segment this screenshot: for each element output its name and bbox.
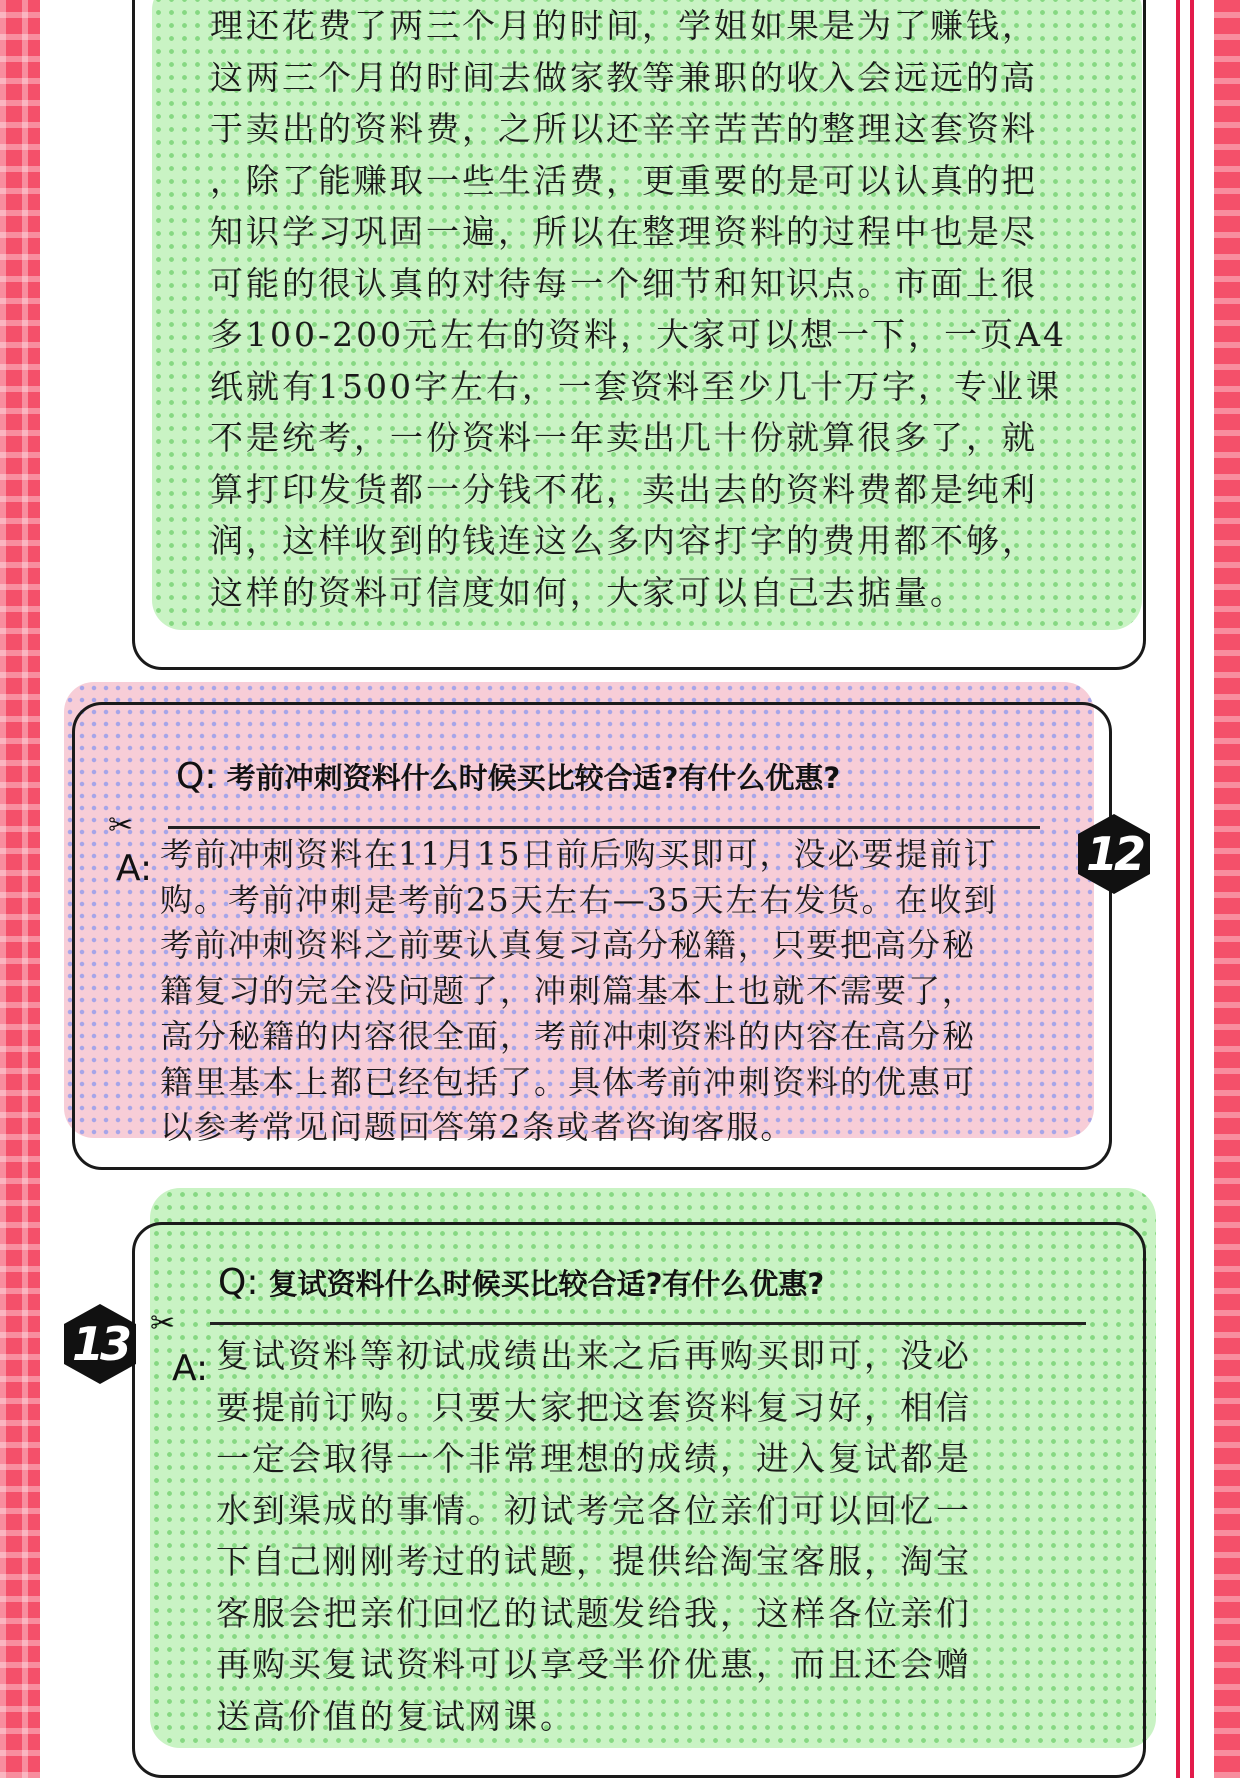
a-label: A: <box>116 848 153 889</box>
text-line: 购。考前冲刺是考前25天左右—35天左右发货。在收到 <box>160 880 998 919</box>
text-line: 不是统考，一份资料一年卖出几十份就算很多了，就 <box>210 418 1038 457</box>
question-text: 考前冲刺资料什么时候买比较合适?有什么优惠? <box>226 761 841 795</box>
divider <box>168 826 1040 829</box>
text-line: 纸就有1500字左右，一套资料至少几十万字，专业课 <box>210 366 1062 406</box>
badge-number: 12 <box>1085 827 1142 881</box>
faq-12-question <box>176 756 840 797</box>
number-badge-12 <box>1072 812 1156 896</box>
right-line <box>1176 0 1180 1778</box>
text-line: 考前冲刺资料在11月15日前后购买即可，没必要提前订 <box>160 835 998 873</box>
left-decorative-border <box>0 0 40 1778</box>
intro-text <box>210 0 1140 618</box>
text-line: 复试资料等初试成绩出来之后再购买即可，没必 <box>216 1336 972 1375</box>
text-line: 理还花费了两三个月的时间，学姐如果是为了赚钱， <box>210 6 1038 45</box>
number-badge-13 <box>58 1302 142 1386</box>
text-line: 可能的很认真的对待每一个细节和知识点。市面上很 <box>210 263 1038 303</box>
scissors-icon: ✂ <box>150 1306 176 1341</box>
text-line: 于卖出的资料费，之所以还辛辛苦苦的整理这套资料 <box>210 109 1038 148</box>
right-line <box>1190 0 1194 1778</box>
text-line: 考前冲刺资料之前要认真复习高分秘籍，只要把高分秘 <box>160 926 977 964</box>
text-line: 算打印发货都一分钱不花，卖出去的资料费都是纯利 <box>210 469 1038 509</box>
question-text: 复试资料什么时候买比较合适?有什么优惠? <box>268 1267 825 1301</box>
text-line: 这两三个月的时间去做家教等兼职的收入会远远的高 <box>210 57 1038 97</box>
a-label: A: <box>172 1348 209 1389</box>
q-label: Q: <box>218 1262 259 1303</box>
text-line: 高分秘籍的内容很全面，考前冲刺资料的内容在高分秘 <box>160 1017 977 1055</box>
text-line: 客服会把亲们回忆的试题发给我，这样各位亲们 <box>216 1593 972 1633</box>
text-line: 再购买复试资料可以享受半价优惠，而且还会赠 <box>216 1645 972 1684</box>
text-line: ，除了能赚取一些生活费，更重要的是可以认真的把 <box>210 160 1038 200</box>
faq-12-answer <box>160 832 1090 1151</box>
text-line: 下自己刚刚考过的试题，提供给淘宝客服，淘宝 <box>216 1542 972 1581</box>
q-label: Q: <box>176 756 217 797</box>
text-line: 一定会取得一个非常理想的成绩，进入复试都是 <box>216 1439 972 1478</box>
badge-number: 13 <box>71 1317 128 1371</box>
text-line: 多100-200元左右的资料，大家可以想一下，一页A4 <box>210 315 1067 354</box>
scissors-icon: ✂ <box>108 808 134 843</box>
divider <box>210 1322 1086 1325</box>
text-line: 以参考常见问题回答第2条或者咨询客服。 <box>160 1108 795 1146</box>
text-line: 这样的资料可信度如何，大家可以自己去掂量。 <box>210 572 966 612</box>
text-line: 润，这样收到的钱连这么多内容打字的费用都不够， <box>210 521 1038 560</box>
faq-13-question <box>218 1262 824 1303</box>
text-line: 送高价值的复试网课。 <box>216 1696 576 1736</box>
right-decorative-border <box>1214 0 1240 1778</box>
text-line: 知识学习巩固一遍，所以在整理资料的过程中也是尽 <box>210 212 1038 251</box>
text-line: 要提前订购。只要大家把这套资料复习好，相信 <box>216 1387 972 1427</box>
text-line: 水到渠成的事情。初试考完各位亲们可以回忆一 <box>216 1490 972 1530</box>
text-line: 籍里基本上都已经包括了。具体考前冲刺资料的优惠可 <box>160 1062 977 1101</box>
faq-13-answer <box>216 1330 1146 1742</box>
text-line: 籍复习的完全没问题了，冲刺篇基本上也就不需要了， <box>160 971 977 1010</box>
